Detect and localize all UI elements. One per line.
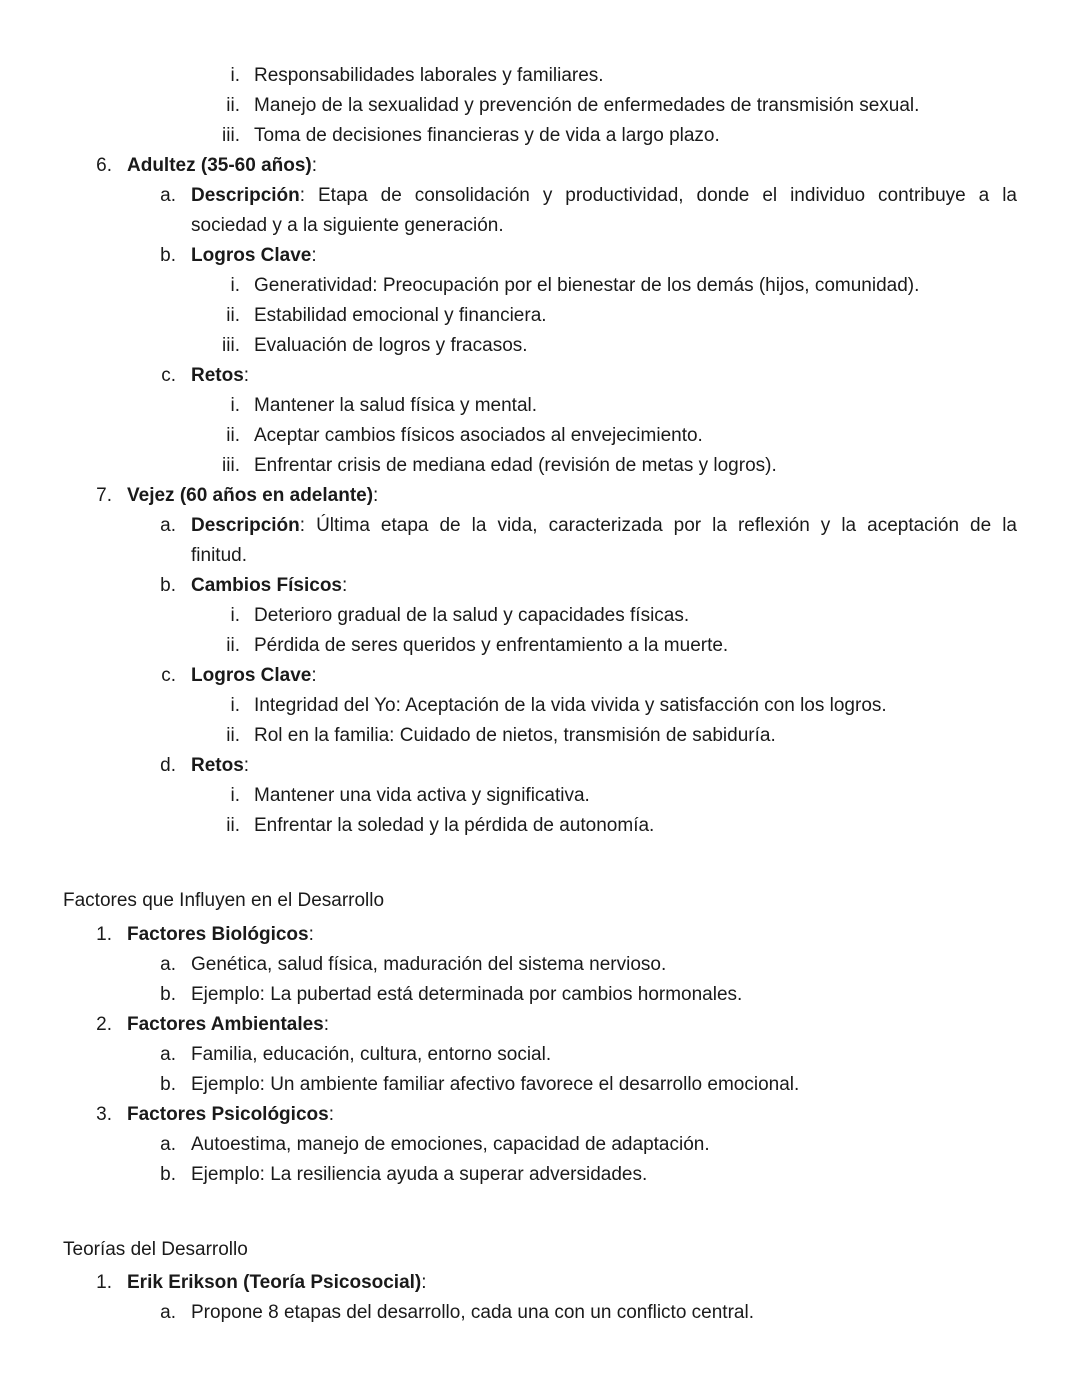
list-item-text: Evaluación de logros y fracasos. (254, 335, 528, 356)
stage-title: Vejez (60 años en adelante) (127, 485, 374, 506)
list-marker: b. (160, 984, 176, 1005)
item-label: Factores Psicológicos (127, 1104, 329, 1125)
list-marker: c. (161, 365, 176, 386)
list-item-text: Integridad del Yo: Aceptación de la vida vivida y satisfacción con los logros. (254, 695, 887, 716)
list-item-text: Responsabilidades laborales y familiares. (254, 65, 604, 86)
list-marker: b. (160, 575, 176, 596)
sublist-label: Retos (191, 365, 244, 386)
description-line: : Etapa de consolidación y productividad, donde el individuo contribuye a la (299, 185, 1017, 206)
list-marker: 1. (96, 1272, 112, 1293)
list-item-text: Ejemplo: La pubertad está determinada por cambios hormonales. (191, 984, 743, 1005)
list-marker: b. (160, 1074, 176, 1095)
description-label: Descripción (191, 185, 300, 206)
item-label: Factores Biológicos (127, 924, 309, 945)
description-line: finitud. (191, 545, 247, 566)
list-marker: 3. (96, 1104, 112, 1125)
list-item-text: Propone 8 etapas del desarrollo, cada una con un conflicto central. (191, 1302, 754, 1323)
list-marker: iii. (222, 455, 240, 476)
list-item-text: Deterioro gradual de la salud y capacidades físicas. (254, 605, 690, 626)
list-item-text: Ejemplo: Un ambiente familiar afectivo favorece el desarrollo emocional. (191, 1074, 800, 1095)
list-marker: ii. (226, 95, 240, 116)
list-marker: i. (230, 695, 240, 716)
section-heading-teorias: Teorías del Desarrollo (63, 1239, 248, 1260)
list-marker: i. (230, 395, 240, 416)
list-marker: 6. (96, 155, 112, 176)
list-marker: a. (160, 185, 176, 206)
sublist-label: Logros Clave (191, 665, 312, 686)
list-marker: i. (230, 65, 240, 86)
list-item-text: Estabilidad emocional y financiera. (254, 305, 547, 326)
item-label: Factores Ambientales (127, 1014, 324, 1035)
sublist-label: Cambios Físicos (191, 575, 342, 596)
list-item-text: Genética, salud física, maduración del sistema nervioso. (191, 954, 667, 975)
document-page: i. Responsabilidades laborales y familiares. ii. Manejo de la sexualidad y prevención de enfermedades de transmisión sexual. iii. Toma de decisiones financieras y de vida a largo plazo. 6. Adultez (35-60 años): a. Descripción: Etapa de consolidación y productividad, donde el individuo contribuye a la sociedad y a la siguiente generación. b. Logros Clave: i. Generatividad: Preocupación por el bienestar de los demás (hijos, comunidad). ii. Estabilidad emocional y financiera. iii. Evaluación de logros y fracasos. c. Retos: i. Mantener la salud física y mental. ii. Aceptar cambios físicos asociados al envejecimiento. iii. Enfrentar crisis de mediana edad (revisión de metas y logros). 7. Vejez (60 años en adelante): a. Descripción: Última etapa de la vida, caracterizada por la reflexión y la aceptación de la finitud. b. Cambios Físicos: i. Deterioro gradual de la salud y capacidades físicas. ii. Pérdida de seres queridos y enfrentamiento a la muerte. c. Logros Clave: i. Integridad del Yo: Aceptación de la vida vivida y satisfacción con los logros. ii. Rol en la familia: Cuidado de nietos, transmisión de sabiduría. d. Retos: i. Mantener una vida activa y significativa. ii. Enfrentar la soledad y la pérdida de autonomía. Factores que Influyen en el Desarrollo 1. Factores Biológicos: a. Genética, salud física, maduración del sistema nervioso. b. Ejemplo: La pubertad está determinada por cambios hormonales. 2. Factores Ambientales: a. Familia, educación, cultura, entorno social. b. Ejemplo: Un ambiente familiar afectivo favorece el desarrollo emocional. 3. Factores Psicológicos: a. Autoestima, manejo de emociones, capacidad de adaptación. b. Ejemplo: La resiliencia ayuda a superar adversidades. Teorías del Desarrollo 1. Erik Erikson (Teoría Psicosocial): a. Propone 8 etapas del desarrollo, cada una con un conflicto central. (0, 0, 1080, 1397)
list-marker: 1. (96, 924, 112, 945)
list-item-text: Aceptar cambios físicos asociados al envejecimiento. (254, 425, 703, 446)
list-marker: i. (230, 275, 240, 296)
sublist-label: Retos (191, 755, 244, 776)
list-item-text: Mantener la salud física y mental. (254, 395, 538, 416)
list-marker: i. (230, 605, 240, 626)
list-item-text: Autoestima, manejo de emociones, capacidad de adaptación. (191, 1134, 710, 1155)
list-marker: a. (160, 1044, 176, 1065)
list-marker: a. (160, 1134, 176, 1155)
item-label: Erik Erikson (Teoría Psicosocial) (127, 1272, 422, 1293)
list-marker: ii. (226, 815, 240, 836)
list-marker: ii. (226, 305, 240, 326)
list-item-text: Enfrentar la soledad y la pérdida de autonomía. (254, 815, 655, 836)
list-marker: ii. (226, 725, 240, 746)
list-marker: ii. (226, 635, 240, 656)
description-line: sociedad y a la siguiente generación. (191, 215, 504, 236)
list-marker: a. (160, 515, 176, 536)
list-marker: iii. (222, 125, 240, 146)
description-label: Descripción (191, 515, 300, 536)
list-item-text: Pérdida de seres queridos y enfrentamiento a la muerte. (254, 635, 729, 656)
list-marker: a. (160, 954, 176, 975)
list-marker: ii. (226, 425, 240, 446)
section-heading-factores: Factores que Influyen en el Desarrollo (63, 890, 385, 911)
list-marker: i. (230, 785, 240, 806)
colon: : (311, 155, 318, 176)
stage-title: Adultez (35-60 años) (127, 155, 312, 176)
list-item-text: Rol en la familia: Cuidado de nietos, transmisión de sabiduría. (254, 725, 776, 746)
list-marker: d. (160, 755, 176, 776)
list-item-text: Ejemplo: La resiliencia ayuda a superar adversidades. (191, 1164, 648, 1185)
sublist-label: Logros Clave (191, 245, 312, 266)
colon: : (373, 485, 379, 506)
list-item-text: Enfrentar crisis de mediana edad (revisión de metas y logros). (254, 455, 777, 476)
list-item-text: Toma de decisiones financieras y de vida a largo plazo. (254, 125, 720, 146)
list-item-text: Familia, educación, cultura, entorno social. (191, 1044, 552, 1065)
list-item-text: Manejo de la sexualidad y prevención de enfermedades de transmisión sexual. (254, 95, 920, 116)
list-marker: 7. (96, 485, 112, 506)
list-marker: b. (160, 245, 176, 266)
list-item-text: Generatividad: Preocupación por el bienestar de los demás (hijos, comunidad). (254, 275, 920, 296)
list-marker: 2. (96, 1014, 112, 1035)
list-marker: iii. (222, 335, 240, 356)
list-marker: a. (160, 1302, 176, 1323)
list-item-text: Mantener una vida activa y significativa. (254, 785, 590, 806)
description-line: : Última etapa de la vida, caracterizada por la reflexión y la aceptación de la (299, 515, 1017, 536)
list-marker: b. (160, 1164, 176, 1185)
description-text (191, 511, 1017, 541)
list-marker: c. (161, 665, 176, 686)
description-text (191, 181, 1017, 211)
